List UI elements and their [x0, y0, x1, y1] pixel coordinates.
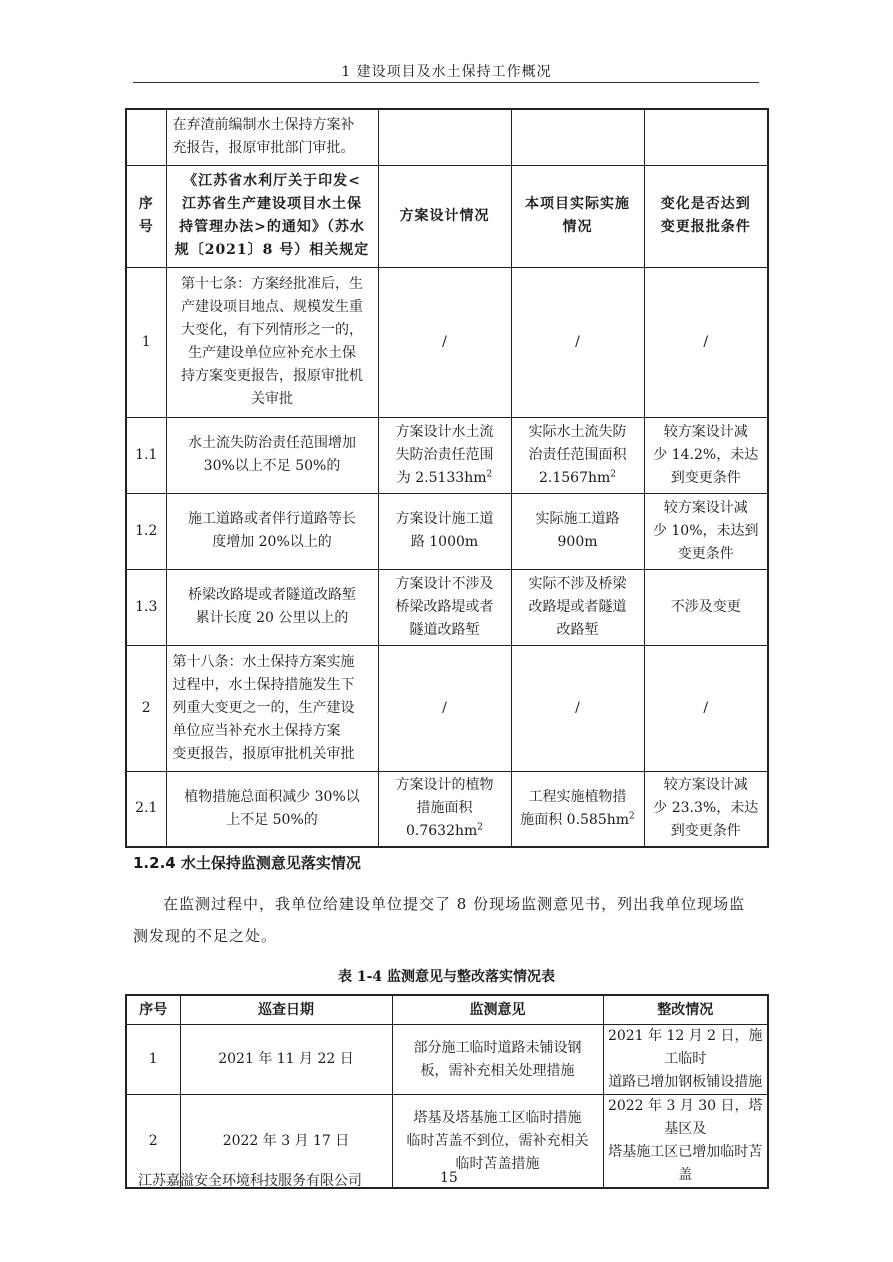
row-design: / [378, 267, 511, 417]
section-paragraph: 在监测过程中，我单位给建设单位提交了 8 份现场监测意见书，列出我单位现场监测发现的不足之处。 [133, 895, 746, 945]
row-no: 1 [126, 1025, 180, 1095]
table-caption: 表 1-4 监测意见与整改落实情况表 [337, 969, 556, 985]
row-requirement: 第十八条：水土保持方案实施 过程中，水土保持措施发生下 列重大变更之一的，生产建设 单位应当补充水土保持方案 变更报告，报原审批机关审批 [166, 645, 378, 771]
row-design: 方案设计不涉及 桥梁改路堤或者 隧道改路堑 [378, 569, 511, 645]
header-change: 变化是否达到 变更报批条件 [644, 165, 768, 267]
row-no: 2 [126, 645, 166, 771]
table-row [126, 109, 768, 165]
row-no: 1.2 [126, 493, 166, 569]
row-actual: 实际水土流失防 治责任范围面积 $2.1567hm^2$ [511, 417, 644, 493]
row-no: 1 [126, 267, 166, 417]
row-design: 方案设计水土流 失防治责任范围 为 $2.5133hm^2$ [378, 417, 511, 493]
row-actual: 实际施工道路 900m [511, 493, 644, 569]
row-design: 方案设计的植物 措施面积 $0.7632hm^2$ [378, 771, 511, 847]
header-design: 方案设计情况 [378, 165, 511, 267]
row-no: 2 [126, 1095, 180, 1189]
header-opinion: 监测意见 [392, 995, 603, 1025]
header-no: 序号 [126, 995, 180, 1025]
change-criteria-table [125, 108, 769, 848]
table-header-row [126, 995, 768, 1025]
page-number: 15 [440, 1170, 458, 1186]
row-opinion: 部分施工临时道路未铺设钢 板，需补充相关处理措施 [392, 1025, 603, 1095]
header-actual: 本项目实际实施 情况 [511, 165, 644, 267]
row-opinion: 塔基及塔基施工区临时措施 临时苫盖不到位，需补充相关 临时苫盖措施 [392, 1095, 603, 1189]
row-date: 2021 年 11 月 22 日 [180, 1025, 392, 1095]
row-no: 1.3 [126, 569, 166, 645]
footer-company: 江苏嘉溢安全环境科技服务有限公司 [138, 1173, 362, 1189]
table-header-row [126, 165, 768, 267]
table-row [126, 645, 768, 771]
header-fix: 整改情况 [603, 995, 768, 1025]
row-requirement: 桥梁改路堤或者隧道改路堑 累计长度 20 公里以上的 [166, 569, 378, 645]
row-change: 较方案设计减 少 10%，未达到 变更条件 [644, 493, 768, 569]
row-design: 方案设计施工道 路 1000m [378, 493, 511, 569]
header-rule [133, 82, 759, 83]
table-row [126, 493, 768, 569]
row-change: 较方案设计减 少 14.2%，未达 到变更条件 [644, 417, 768, 493]
row-change: 不涉及变更 [644, 569, 768, 645]
running-header: 1 建设项目及水土保持工作概况 [341, 64, 552, 80]
row-change: 较方案设计减 少 23.3%，未达 到变更条件 [644, 771, 768, 847]
row-actual: / [511, 267, 644, 417]
row-requirement: 第十七条：方案经批准后，生 产建设项目地点、规模发生重 大变化，有下列情形之一的， 生产建设单位应补充水土保 持方案变更报告，报原审批机 关审批 [166, 267, 378, 417]
row-actual: / [511, 645, 644, 771]
table-row [126, 267, 768, 417]
row-design: / [378, 645, 511, 771]
row-requirement: 施工道路或者伴行道路等长 度增加 20%以上的 [166, 493, 378, 569]
row-actual: 工程实施植物措 施面积 $0.585hm^2$ [511, 771, 644, 847]
row-change: / [644, 645, 768, 771]
row-actual: 实际不涉及桥梁 改路堤或者隧道 改路堑 [511, 569, 644, 645]
row-date: 2022 年 3 月 17 日 [180, 1095, 392, 1189]
table-row [126, 771, 768, 847]
continuation-text: 在弃渣前编制水土保持方案补 充报告，报原审批部门审批。 [166, 109, 378, 165]
row-fix: 2022 年 3 月 30 日，塔基区及 塔基施工区已增加临时苫盖 [603, 1095, 768, 1189]
monitoring-opinion-table [125, 994, 769, 1189]
table-row [126, 569, 768, 645]
header-no: 序 号 [126, 165, 166, 267]
table-row [126, 1025, 768, 1095]
row-fix: 2021 年 12 月 2 日，施工临时 道路已增加钢板铺设措施 [603, 1025, 768, 1095]
row-change: / [644, 267, 768, 417]
header-regulation: 《江苏省水利厅关于印发< 江苏省生产建设项目水土保 持管理办法>的通知》（苏水 规〔2021〕8 号）相关规定 [166, 165, 378, 267]
header-date: 巡查日期 [180, 995, 392, 1025]
table-row [126, 417, 768, 493]
row-no: 2.1 [126, 771, 166, 847]
section-heading: 1.2.4 水土保持监测意见落实情况 [133, 854, 361, 872]
row-requirement: 水土流失防治责任范围增加 30%以上不足 50%的 [166, 417, 378, 493]
row-requirement: 植物措施总面积减少 30%以 上不足 50%的 [166, 771, 378, 847]
row-no: 1.1 [126, 417, 166, 493]
